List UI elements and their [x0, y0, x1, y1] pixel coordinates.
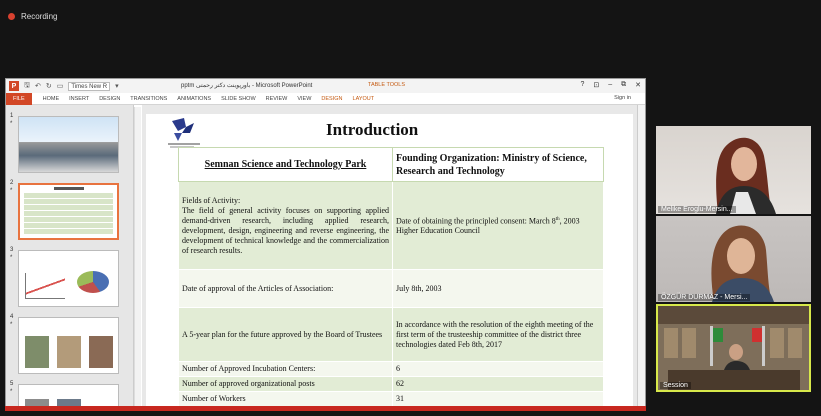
customize-icon[interactable]: ▾: [115, 83, 119, 90]
table-cell: 6: [393, 362, 604, 377]
participant-name: Session: [660, 382, 691, 389]
powerpoint-icon: P: [9, 81, 19, 91]
table-cell: Number of Approved Incubation Centers:: [179, 362, 393, 377]
thumbnail-star: *: [10, 188, 13, 194]
participant-video: [658, 306, 809, 390]
header-cell: Founding Organization: Ministry of Science, Research and Technology: [393, 148, 604, 182]
slide-thumbnail-chart: [18, 250, 119, 307]
slide-thumbnail-photos: [18, 317, 119, 374]
fields-label: Fields of Activity:: [182, 195, 241, 205]
slide-editor: [142, 105, 637, 411]
recording-label: Recording: [21, 12, 58, 21]
thumbnail-number: 1: [10, 113, 14, 119]
thumbnail-number: 3: [10, 247, 14, 253]
table-cell: 31: [393, 392, 604, 407]
maximize-icon[interactable]: ⧉: [621, 81, 627, 88]
thumbnail-number: 2: [10, 180, 14, 186]
ribbon-options-icon[interactable]: ⊡: [593, 82, 600, 89]
tab-slide-show[interactable]: SLIDE SHOW: [221, 95, 256, 102]
table-row: [179, 308, 604, 362]
table-cell: [393, 182, 604, 270]
table-row: [179, 362, 604, 377]
table-header-row: [179, 148, 604, 182]
thumbnail-star: *: [10, 255, 13, 261]
intro-table[interactable]: [178, 147, 604, 407]
undo-icon[interactable]: ↶: [34, 83, 41, 90]
window-title: pptm باورپوینت دکتر رحمتی - Microsoft PowerPoint: [181, 83, 313, 89]
save-icon[interactable]: 🖫: [24, 81, 30, 89]
minimize-icon[interactable]: –: [608, 81, 613, 88]
record-icon: [8, 13, 15, 20]
ribbon-tabs: [6, 93, 645, 105]
table-tools-label: TABLE TOOLS: [368, 82, 405, 88]
tab-design[interactable]: DESIGN: [99, 95, 121, 102]
thumbnail-2[interactable]: [6, 180, 126, 244]
table-cell: Date of approval of the Articles of Association:: [179, 270, 393, 308]
slide-title: Introduction: [326, 120, 419, 139]
table-row: [179, 270, 604, 308]
font-name-box[interactable]: Times New R: [68, 82, 110, 91]
window-controls: [580, 81, 641, 89]
tab-view[interactable]: VIEW: [297, 95, 312, 102]
fields-text: The field of general activity focuses on supporting applied demand-driven research, including applied research, development, design, engineering and reverse engineering, the development of technical knowledge and the commercialization of research results.: [182, 205, 389, 255]
thumbnail-star: *: [10, 389, 13, 395]
table-cell: A 5-year plan for the future approved by the Board of Trustees: [179, 308, 393, 362]
consent-suffix: th: [555, 216, 560, 222]
participant-tile-1[interactable]: [656, 126, 811, 214]
slide-thumbnail-image: [18, 116, 119, 173]
table-cell: Number of Workers: [179, 392, 393, 407]
present-icon[interactable]: ▭: [56, 83, 64, 90]
participant-video: [656, 216, 811, 302]
powerpoint-window: [5, 78, 646, 411]
thumbnail-star: *: [10, 322, 13, 328]
table-row: [179, 392, 604, 407]
tab-transitions[interactable]: TRANSITIONS: [130, 95, 168, 102]
recording-indicator: [8, 12, 57, 21]
slide-thumbnail-selected: [18, 183, 119, 240]
thumbnail-number: 5: [10, 381, 14, 387]
participant-tile-3[interactable]: [656, 304, 811, 392]
thumbnail-4[interactable]: [6, 314, 126, 378]
thumbnail-1[interactable]: [6, 113, 126, 177]
taskbar-strip: [5, 406, 646, 411]
header-cell: [179, 148, 393, 182]
thumbnail-3[interactable]: [6, 247, 126, 311]
participant-name: ÖZGÜR DURMAZ - Mersi...: [658, 294, 750, 301]
slide-scrollbar[interactable]: [637, 105, 645, 411]
tab-home[interactable]: HOME: [42, 95, 60, 102]
park-name-link: Semnan Science and Technology Park: [204, 159, 367, 170]
table-cell: In accordance with the resolution of the eighth meeting of the first term of the trusteeship committee of the district three technologies dated Feb 8th, 2017: [393, 308, 604, 362]
participant-video: [656, 126, 811, 214]
tab-insert[interactable]: INSERT: [69, 95, 90, 102]
table-cell: 62: [393, 377, 604, 392]
tab-animations[interactable]: ANIMATIONS: [177, 95, 212, 102]
table-cell: [179, 182, 393, 270]
tab-review[interactable]: REVIEW: [265, 95, 288, 102]
thumbnail-number: 4: [10, 314, 14, 320]
thumbnail-star: *: [10, 121, 13, 127]
consent-text: Date of obtaining the principled consent: March 8: [396, 216, 556, 226]
participant-name: Melike Eroglu-Mersin...: [658, 206, 736, 213]
table-cell: July 8th, 2003: [393, 270, 604, 308]
sign-in-link[interactable]: Sign in: [614, 95, 631, 101]
table-cell: Number of approved organizational posts: [179, 377, 393, 392]
thumbnail-scrollbar[interactable]: [134, 107, 141, 411]
slide-thumbnail-pane: [6, 105, 134, 411]
current-slide: [146, 114, 633, 411]
tab-table-design[interactable]: DESIGN: [321, 95, 343, 102]
table-row: [179, 182, 604, 270]
title-bar: [6, 79, 645, 93]
participant-tile-2[interactable]: [656, 216, 811, 302]
park-logo: [164, 117, 204, 149]
close-icon[interactable]: ✕: [635, 82, 641, 89]
redo-icon[interactable]: ↻: [45, 83, 52, 90]
consent-text-end: , 2003 Higher Education Council: [396, 216, 580, 236]
table-row: [179, 377, 604, 392]
tab-table-layout[interactable]: LAYOUT: [352, 95, 375, 102]
tab-file[interactable]: FILE: [6, 93, 32, 105]
help-icon[interactable]: ?: [580, 81, 585, 88]
